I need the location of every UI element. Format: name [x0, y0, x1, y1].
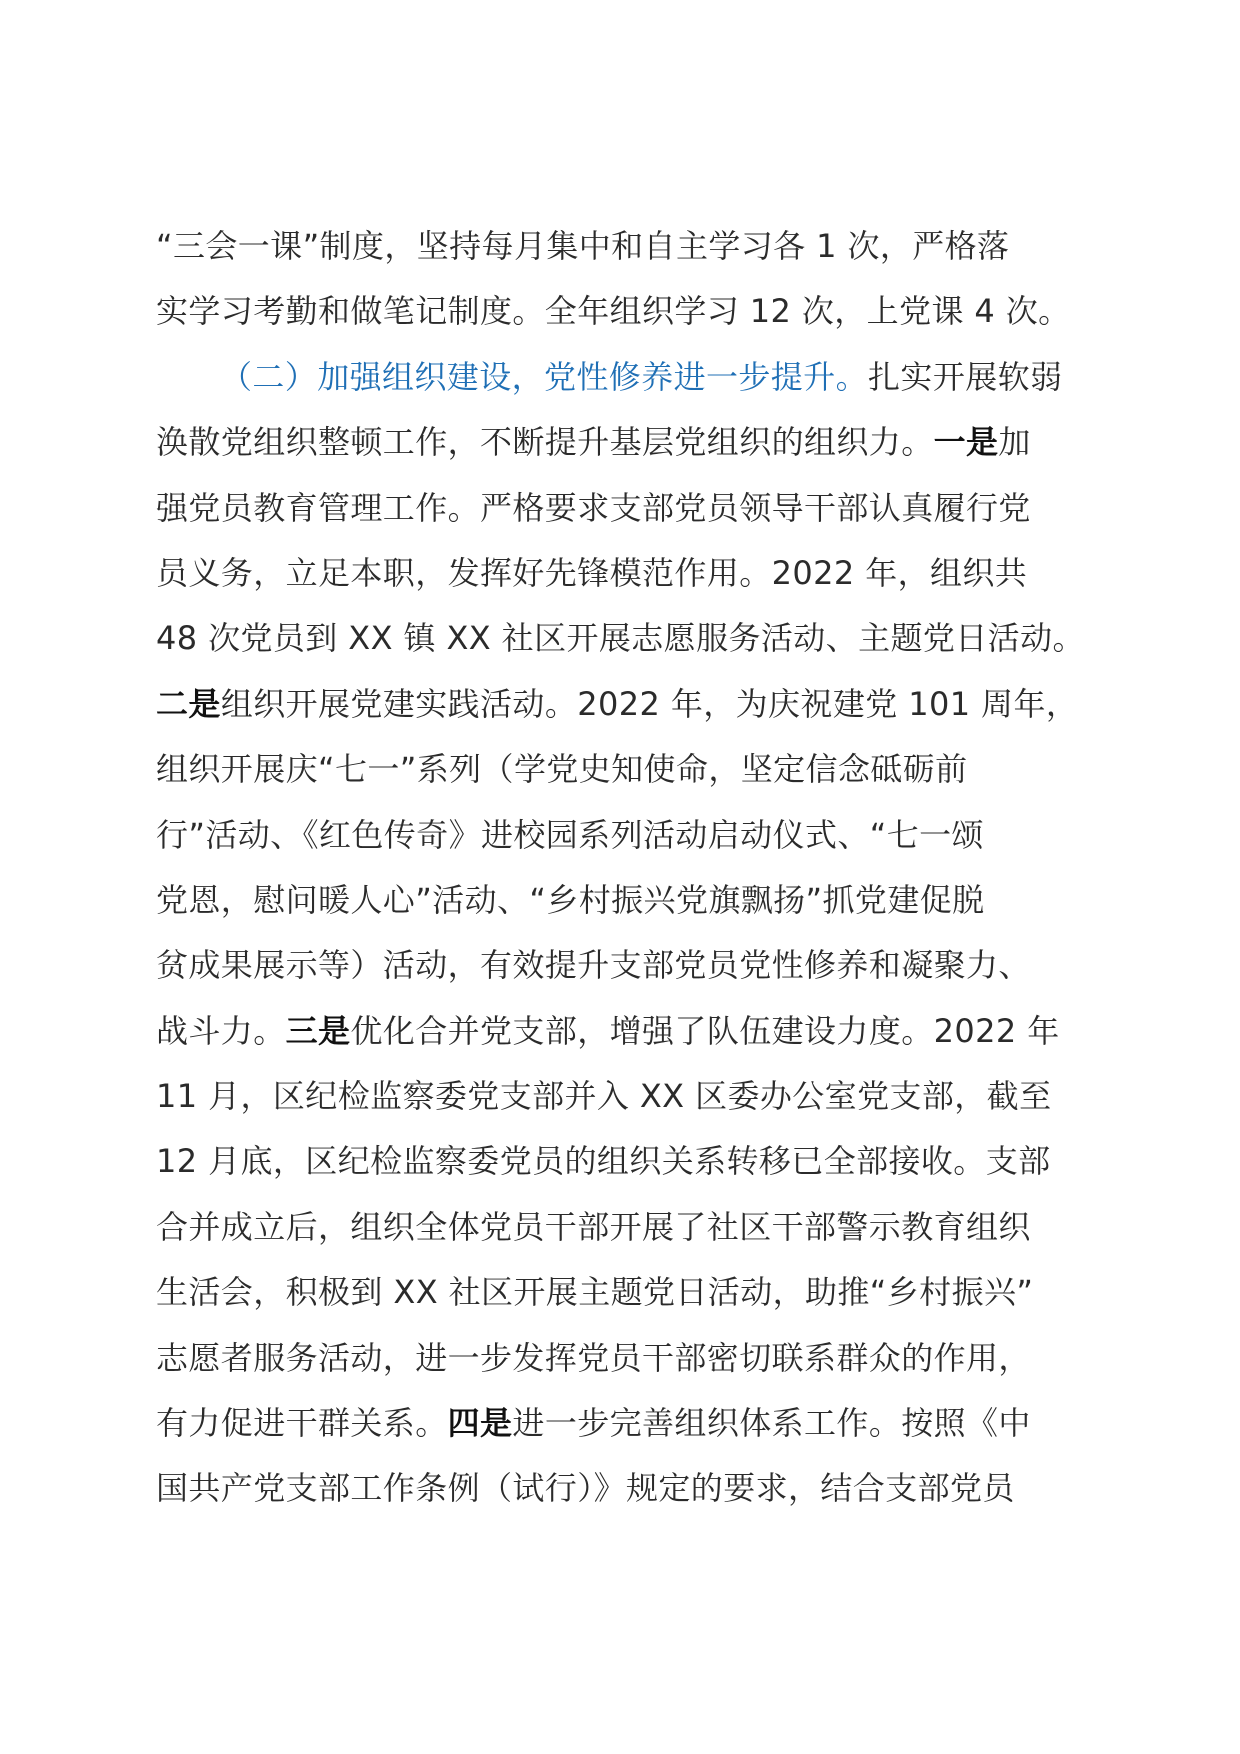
text-segment: 加 [998, 423, 1031, 462]
text-line [156, 345, 1096, 410]
emphasis-label: 三是 [285, 1011, 351, 1050]
text-segment: 组织开展党建实践活动。2022 年，为庆祝建党 101 周年， [220, 684, 1079, 723]
text-line [156, 933, 1096, 998]
document-page [156, 214, 1096, 1522]
text-line [156, 803, 1096, 868]
text-segment: 有力促进干群关系。 [156, 1404, 448, 1443]
text-segment: 进一步完善组织体系工作。按照《中 [512, 1404, 1031, 1443]
text-segment: 行”活动、《红色传奇》进校园系列活动启动仪式、“七一颂 [156, 815, 984, 854]
text-segment: 优化合并党支部，增强了队伍建设力度。2022 年 [350, 1011, 1060, 1050]
body-text [156, 214, 1096, 1522]
text-segment: 扎实开展软弱 [868, 357, 1063, 396]
text-segment: 贫成果展示等）活动，有效提升支部党员党性修养和凝聚力、 [156, 946, 1031, 985]
text-segment: 涣散党组织整顿工作，不断提升基层党组织的组织力。 [156, 423, 934, 462]
text-segment: 合并成立后，组织全体党员干部开展了社区干部警示教育组织 [156, 1207, 1031, 1246]
text-line [156, 672, 1096, 737]
text-line [156, 1391, 1096, 1456]
text-segment: 11 月，区纪检监察委党支部并入 XX 区委办公室党支部，截至 [156, 1077, 1052, 1116]
text-line [156, 1326, 1096, 1391]
emphasis-label: 一是 [933, 423, 999, 462]
text-segment: 战斗力。 [156, 1011, 286, 1050]
text-segment: 强党员教育管理工作。严格要求支部党员领导干部认真履行党 [156, 488, 1031, 527]
text-line [156, 737, 1096, 802]
text-line [156, 476, 1096, 541]
emphasis-label: 二是 [156, 684, 221, 723]
text-line [156, 868, 1096, 933]
section-heading: （二）加强组织建设，党性修养进一步提升。 [220, 357, 869, 396]
emphasis-label: 四是 [447, 1404, 513, 1443]
text-line [156, 1456, 1096, 1521]
text-line [156, 1260, 1096, 1325]
text-segment: 48 次党员到 XX 镇 XX 社区开展志愿服务活动、主题党日活动。 [156, 619, 1085, 658]
text-line [156, 999, 1096, 1064]
text-segment: 实学习考勤和做笔记制度。全年组织学习 12 次，上党课 4 次。 [156, 292, 1071, 331]
text-segment: 党恩，慰问暖人心”活动、“乡村振兴党旗飘扬”抓党建促脱 [156, 880, 985, 919]
text-segment: 12 月底，区纪检监察委党员的组织关系转移已全部接收。支部 [156, 1142, 1051, 1181]
text-line [156, 1195, 1096, 1260]
text-line [156, 1064, 1096, 1129]
text-segment: 生活会，积极到 XX 社区开展主题党日活动，助推“乡村振兴” [156, 1273, 1034, 1312]
text-segment: 国共产党支部工作条例（试行）》规定的要求，结合支部党员 [156, 1469, 1015, 1508]
text-segment: 组织开展庆“七一”系列（学党史知使命，坚定信念砥砺前 [156, 750, 968, 789]
text-line [156, 279, 1096, 344]
text-segment: 员义务，立足本职，发挥好先锋模范作用。2022 年，组织共 [156, 553, 1028, 592]
text-line [156, 1129, 1096, 1194]
text-line [156, 541, 1096, 606]
text-segment: 志愿者服务活动，进一步发挥党员干部密切联系群众的作用， [156, 1338, 1031, 1377]
text-line [156, 410, 1096, 475]
text-line [156, 214, 1096, 279]
text-line [156, 606, 1096, 671]
text-segment: “三会一课”制度，坚持每月集中和自主学习各 1 次，严格落 [156, 227, 1010, 265]
